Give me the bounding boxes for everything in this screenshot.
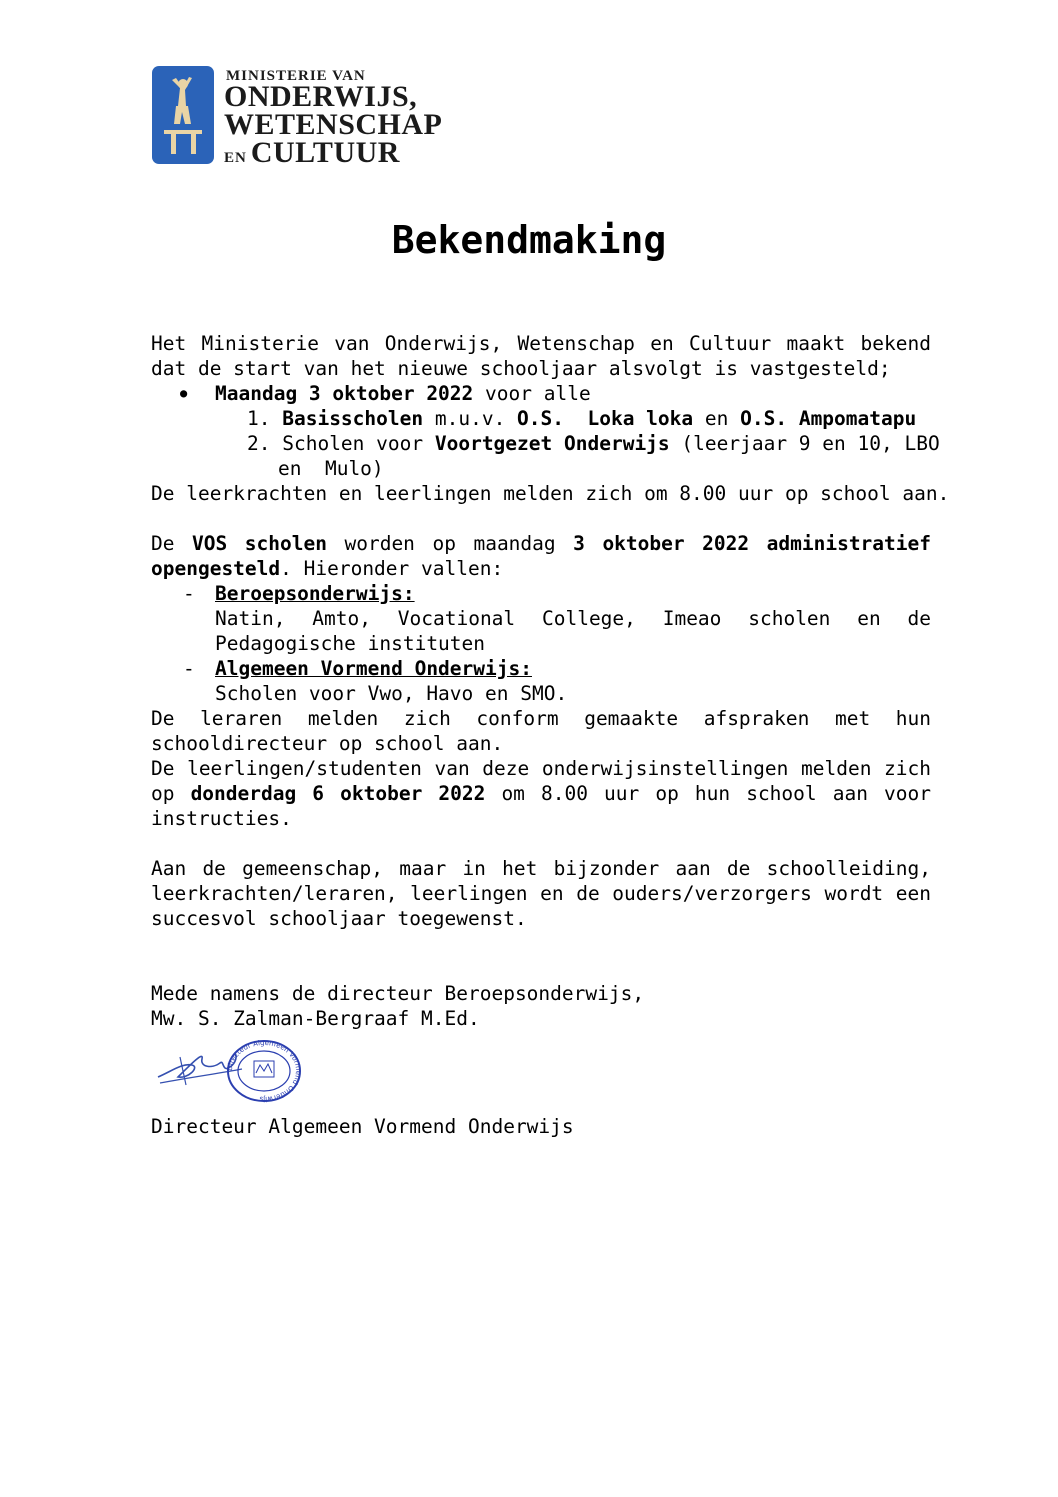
beroeps-dash: - <box>183 582 195 605</box>
list-item-2 <box>247 431 940 456</box>
vos-opened: opengesteld <box>151 557 281 580</box>
bullet-icon: ● <box>180 386 188 400</box>
beroeps-line-1: Natin, Amto, Vocational College, Imeao scholen en de <box>215 607 931 630</box>
vos-line-2 <box>151 556 503 581</box>
bullet-line <box>215 381 591 406</box>
list-item-1-e: O.S. Ampomatapu <box>740 407 917 430</box>
ministry-logo <box>152 66 462 169</box>
list-item-2-c: (leerjaar 9 en 10, LBO <box>669 432 940 455</box>
avo-heading: Algemeen Vormend Onderwijs: <box>215 657 532 680</box>
vos-date: 3 oktober 2022 administratief <box>573 532 931 555</box>
bullet-rest: voor alle <box>473 382 591 405</box>
avo-dash: - <box>183 657 195 680</box>
logo-line-1: ONDERWIJS, <box>224 80 418 113</box>
logo-line-3-word: CULTUUR <box>250 136 400 169</box>
vos-text-3: . Hieronder vallen: <box>280 557 504 580</box>
students-line-3: instructies. <box>151 807 292 830</box>
signature-stamp-icon <box>152 1033 367 1105</box>
students-text-2: om 8.00 uur op hun school aan voor <box>485 782 931 805</box>
students-date: donderdag 6 oktober 2022 <box>190 782 486 805</box>
page-title: Bekendmaking <box>391 218 667 262</box>
logo-line-3-prefix: EN <box>224 150 247 166</box>
list-item-2-b: Voortgezet Onderwijs <box>434 432 670 455</box>
vos-text-2: worden op maandag <box>326 532 574 555</box>
sign-line-2: Mw. S. Zalman-Bergraaf M.Ed. <box>151 1007 480 1030</box>
list-item-1-a: Basisscholen <box>282 407 424 430</box>
beroeps-line-2: Pedagogische instituten <box>215 632 486 655</box>
teachers-line-2: schooldirecteur op school aan. <box>151 732 504 755</box>
ministry-emblem-icon <box>152 66 214 164</box>
intro-line-2: dat de start van het nieuwe schooljaar alsvolgt is vastgesteld; <box>151 357 891 380</box>
bullet-date: Maandag 3 oktober 2022 <box>215 382 474 405</box>
closing-line-1: Aan de gemeenschap, maar in het bijzonder aan de schoolleiding, <box>151 857 931 880</box>
logo-line-3 <box>224 136 400 170</box>
list-item-1-c: O.S. Loka loka <box>517 407 694 430</box>
list-item-1-b: m.u.v. <box>423 407 518 430</box>
logo-line-small: MINISTERIE VAN <box>226 68 366 84</box>
logo-line-2: WETENSCHAP <box>224 108 443 141</box>
students-line-1: De leerlingen/studenten van deze onderwijsinstellingen melden zich <box>151 757 931 780</box>
list-item-2-continuation: en Mulo) <box>278 457 384 480</box>
closing-line-3: succesvol schooljaar toegewenst. <box>151 907 527 930</box>
vos-line-1 <box>151 531 931 556</box>
list-item-1-number: 1. <box>247 407 271 430</box>
students-text-1: op <box>151 782 191 805</box>
list-item-1 <box>247 406 916 431</box>
closing-line-2: leerkrachten/leraren, leerlingen en de ouders/verzorgers wordt een <box>151 882 931 905</box>
intro-line-1: Het Ministerie van Onderwijs, Wetenschap en Cultuur maakt bekend <box>151 332 931 355</box>
avo-line-1: Scholen voor Vwo, Havo en SMO. <box>215 682 568 705</box>
list-item-2-number: 2. <box>247 432 271 455</box>
vos-text-1: De <box>151 532 193 555</box>
beroeps-heading: Beroepsonderwijs: <box>215 582 415 605</box>
attendance-line: De leerkrachten en leerlingen melden zich om 8.00 uur op school aan. <box>151 482 950 505</box>
vos-schools: VOS scholen <box>192 532 327 555</box>
sign-role: Directeur Algemeen Vormend Onderwijs <box>151 1115 574 1138</box>
teachers-line-1: De leraren melden zich conform gemaakte afspraken met hun <box>151 707 931 730</box>
list-item-1-d: en <box>693 407 741 430</box>
list-item-2-a: Scholen voor <box>282 432 435 455</box>
students-line-2 <box>151 781 931 806</box>
sign-line-1: Mede namens de directeur Beroepsonderwijs, <box>151 982 645 1005</box>
svg-text:Directeur Algemeen Vormend Ond: Directeur Algemeen Vormend Onderwijs <box>225 1038 303 1104</box>
